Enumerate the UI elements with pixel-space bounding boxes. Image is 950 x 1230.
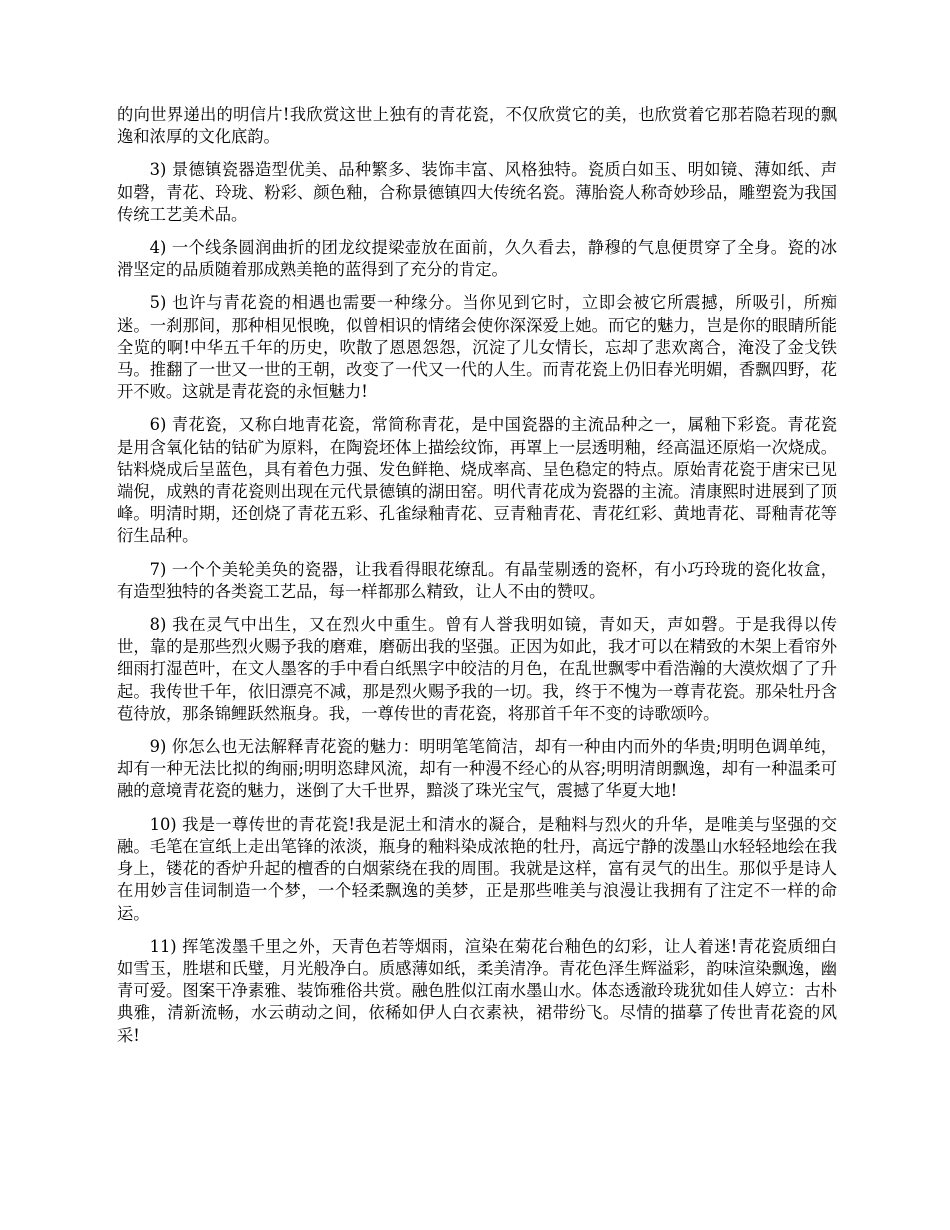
paragraph-10: 10) 我是一尊传世的青花瓷!我是泥土和清水的凝合，是釉料与烈火的升华，是唯美与坚强的交融。毛笔在宣纸上走出笔锋的浓淡，瓶身的釉料染成浓艳的牡丹，高远宁静的泼墨山水轻轻地绘在我身上，镂花的香炉升起的檀香的白烟萦绕在我的周围。我就是这样，富有灵气的出生。那似乎是诗人在用妙言佳词制造一个梦，一个轻柔飘逸的美梦，正是那些唯美与浪漫让我拥有了注定不一样的命运。	[117, 814, 837, 923]
paragraph-11: 11) 挥笔泼墨千里之外，天青色若等烟雨，渲染在菊花台釉色的幻彩，让人着迷!青花瓷质细白如雪玉，胜堪和氏璧，月光般净白。质感薄如纸，柔美清净。青花色泽生辉溢彩，韵味渲染飘逸，幽青可爱。图案干净素雅、装饰雅俗共赏。融色胜似江南水墨山水。体态透澈玲珑犹如佳人婷立：古朴典雅，清新流畅，水云萌动之间，依稀如伊人白衣素袂，裙带纷飞。尽情的描摹了传世青花瓷的风采!	[117, 936, 837, 1045]
paragraph-9: 9) 你怎么也无法解释青花瓷的魅力：明明笔笔简洁，却有一种由内而外的华贵;明明色调单纯，却有一种无法比拟的绚丽;明明恣肆风流，却有一种漫不经心的从容;明明清朗飘逸，却有一种温柔可融的意境青花瓷的魅力，迷倒了大千世界，黯淡了珠光宝气，震撼了华夏大地!	[117, 737, 837, 801]
paragraph-8: 8) 我在灵气中出生，又在烈火中重生。曾有人誉我明如镜，青如天，声如磬。于是我得以传世，靠的是那些烈火赐予我的磨难，磨砺出我的坚强。正因为如此，我才可以在精致的木架上看帘外细雨打湿芭叶，在文人墨客的手中看白纸黑字中皎洁的月色，在乱世飘零中看浩瀚的大漠炊烟了了升起。我传世千年，依旧漂亮不减，那是烈火赐予我的一切。我，终于不愧为一尊青花瓷。那朵牡丹含苞待放，那条锦鲤跃然瓶身。我，一尊传世的青花瓷，将那首千年不变的诗歌颂吟。	[117, 615, 837, 723]
paragraph-6: 6) 青花瓷，又称白地青花瓷，常简称青花，是中国瓷器的主流品种之一，属釉下彩瓷。青花瓷是用含氧化钴的钴矿为原料，在陶瓷坯体上描绘纹饰，再罩上一层透明釉，经高温还原焰一次烧成。钴料烧成后呈蓝色，具有着色力强、发色鲜艳、烧成率高、呈色稳定的特点。原始青花瓷于唐宋已见端倪，成熟的青花瓷则出现在元代景德镇的湖田窑。明代青花成为瓷器的主流。清康熙时进展到了顶峰。明清时期，还创烧了青花五彩、孔雀绿釉青花、豆青釉青花、青花红彩、黄地青花、哥釉青花等衍生品种。	[117, 415, 837, 546]
paragraph-7: 7) 一个个美轮美奂的瓷器，让我看得眼花缭乱。有晶莹剔透的瓷杯，有小巧玲珑的瓷化妆盒，有造型独特的各类瓷工艺品，每一样都那么精致，让人不由的赞叹。	[117, 559, 837, 601]
document-body	[117, 104, 837, 1058]
paragraph-continuation: 的向世界递出的明信片!我欣赏这世上独有的青花瓷，不仅欣赏它的美，也欣赏着它那若隐若现的飘逸和浓厚的文化底韵。	[117, 105, 837, 147]
paragraph-5: 5) 也许与青花瓷的相遇也需要一种缘分。当你见到它时，立即会被它所震撼，所吸引，所痴迷。一刹那间，那种相见恨晚，似曾相识的情绪会使你深深爱上她。而它的魅力，岂是你的眼睛所能全览的啊!中华五千年的历史，吹散了恩恩怨怨，沉淀了儿女情长，忘却了悲欢离合，淹没了金戈铁马。推翻了一世又一世的王朝，改变了一代又一代的人生。而青花瓷上仍旧春光明媚，香飘四野，花开不败。这就是青花瓷的永恒魅力!	[117, 293, 837, 402]
paragraph-3: 3) 景德镇瓷器造型优美、品种繁多、装饰丰富、风格独特。瓷质白如玉、明如镜、薄如纸、声如磬，青花、玲珑、粉彩、颜色釉，合称景德镇四大传统名瓷。薄胎瓷人称奇妙珍品，雕塑瓷为我国传统工艺美术品。	[117, 160, 837, 224]
paragraph-4: 4) 一个线条圆润曲折的团龙纹提梁壶放在面前，久久看去，静穆的气息便贯穿了全身。瓷的冰滑坚定的品质随着那成熟美艳的蓝得到了充分的肯定。	[117, 238, 837, 280]
